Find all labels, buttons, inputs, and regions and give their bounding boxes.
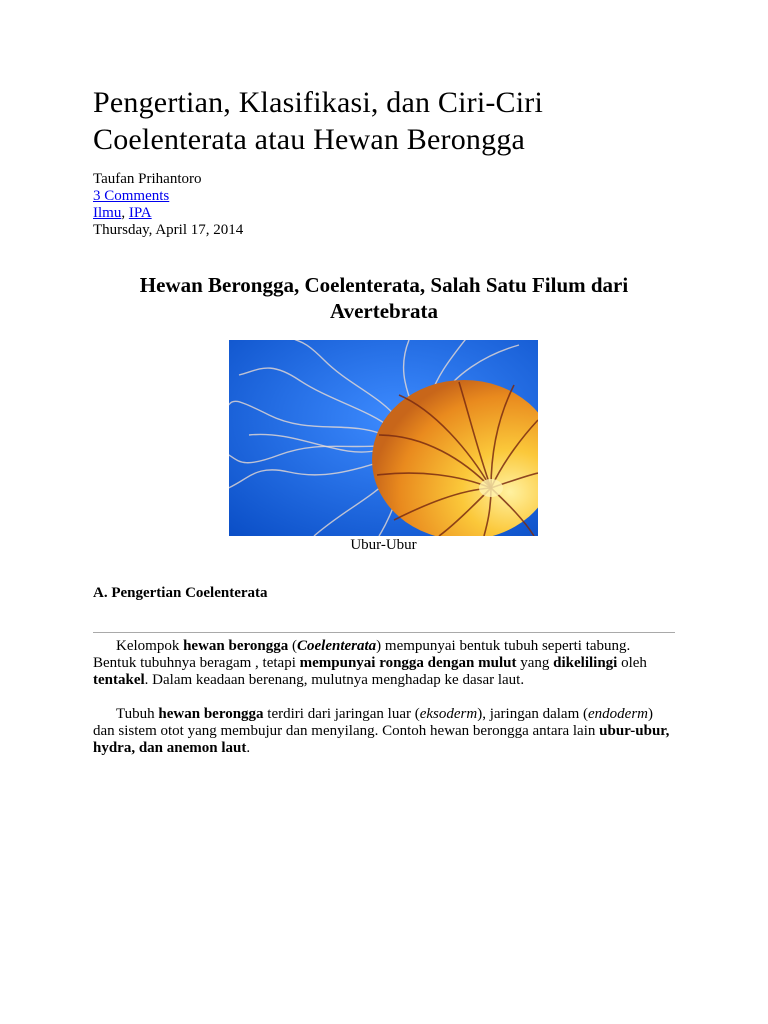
paragraph-definition	[93, 638, 673, 689]
p1-bold-3: dikelilingi	[553, 655, 618, 671]
p1-bold-1: hewan berongga	[183, 638, 289, 654]
subheading-line-1: Hewan Berongga, Coelenterata, Salah Satu Filum dari	[139, 273, 629, 297]
p2-text-1: Tubuh	[116, 706, 159, 722]
jellyfish-image	[229, 340, 538, 536]
figure-caption: Ubur-Ubur	[350, 537, 417, 553]
p2-text-2: terdiri dari jaringan luar (	[263, 706, 420, 722]
article-title	[93, 84, 693, 158]
section-divider	[93, 632, 675, 633]
p1-text-6: . Dalam keadaan berenang, mulutnya menghadap ke dasar laut.	[144, 672, 525, 688]
category-link-ilmu[interactable]: Ilmu	[93, 205, 122, 221]
article-subheading	[93, 272, 675, 324]
paragraph-structure	[93, 706, 673, 757]
author-name: Taufan Prihantoro	[93, 171, 202, 187]
p1-text-5: oleh	[617, 655, 647, 671]
title-line-2: Coelenterata atau Hewan Berongga	[93, 123, 526, 156]
p1-text-3: ) mempunyai bentuk tubuh seperti tabung. Bentuk tubuhnya beragam , tetapi	[93, 638, 631, 671]
p2-italic-1: eksoderm	[419, 706, 478, 722]
p2-text-5: .	[246, 740, 251, 756]
p1-bold-4: tentakel	[93, 672, 145, 688]
jellyfish-illustration	[229, 340, 538, 536]
p1-bold-italic-1: Coelenterata	[296, 638, 377, 654]
comments-link[interactable]: 3 Comments	[93, 188, 170, 204]
section-heading: A. Pengertian Coelenterata	[93, 585, 268, 601]
p1-text-2: (	[288, 638, 297, 654]
p1-bold-2: mempunyai rongga dengan mulut	[299, 655, 517, 671]
category-link-ipa[interactable]: IPA	[128, 205, 152, 221]
p1-text-1: Kelompok	[116, 638, 184, 654]
p1-text-4: yang	[516, 655, 554, 671]
p2-text-4: ) dan sistem otot yang membujur dan menyilang. Contoh hewan berongga antara lain	[93, 706, 654, 739]
p2-bold-2: ubur-ubur, hydra, dan anemon laut	[93, 723, 670, 756]
p2-bold-1: hewan berongga	[158, 706, 264, 722]
category-separator: ,	[121, 205, 129, 221]
title-line-1: Pengertian, Klasifikasi, dan Ciri-Ciri	[93, 86, 544, 119]
subheading-line-2: Avertebrata	[329, 299, 439, 323]
category-links	[93, 205, 243, 222]
p2-italic-2: endoderm	[588, 706, 649, 722]
p2-text-3: ), jaringan dalam (	[477, 706, 589, 722]
post-date: Thursday, April 17, 2014	[93, 222, 244, 238]
article-meta	[93, 171, 243, 239]
